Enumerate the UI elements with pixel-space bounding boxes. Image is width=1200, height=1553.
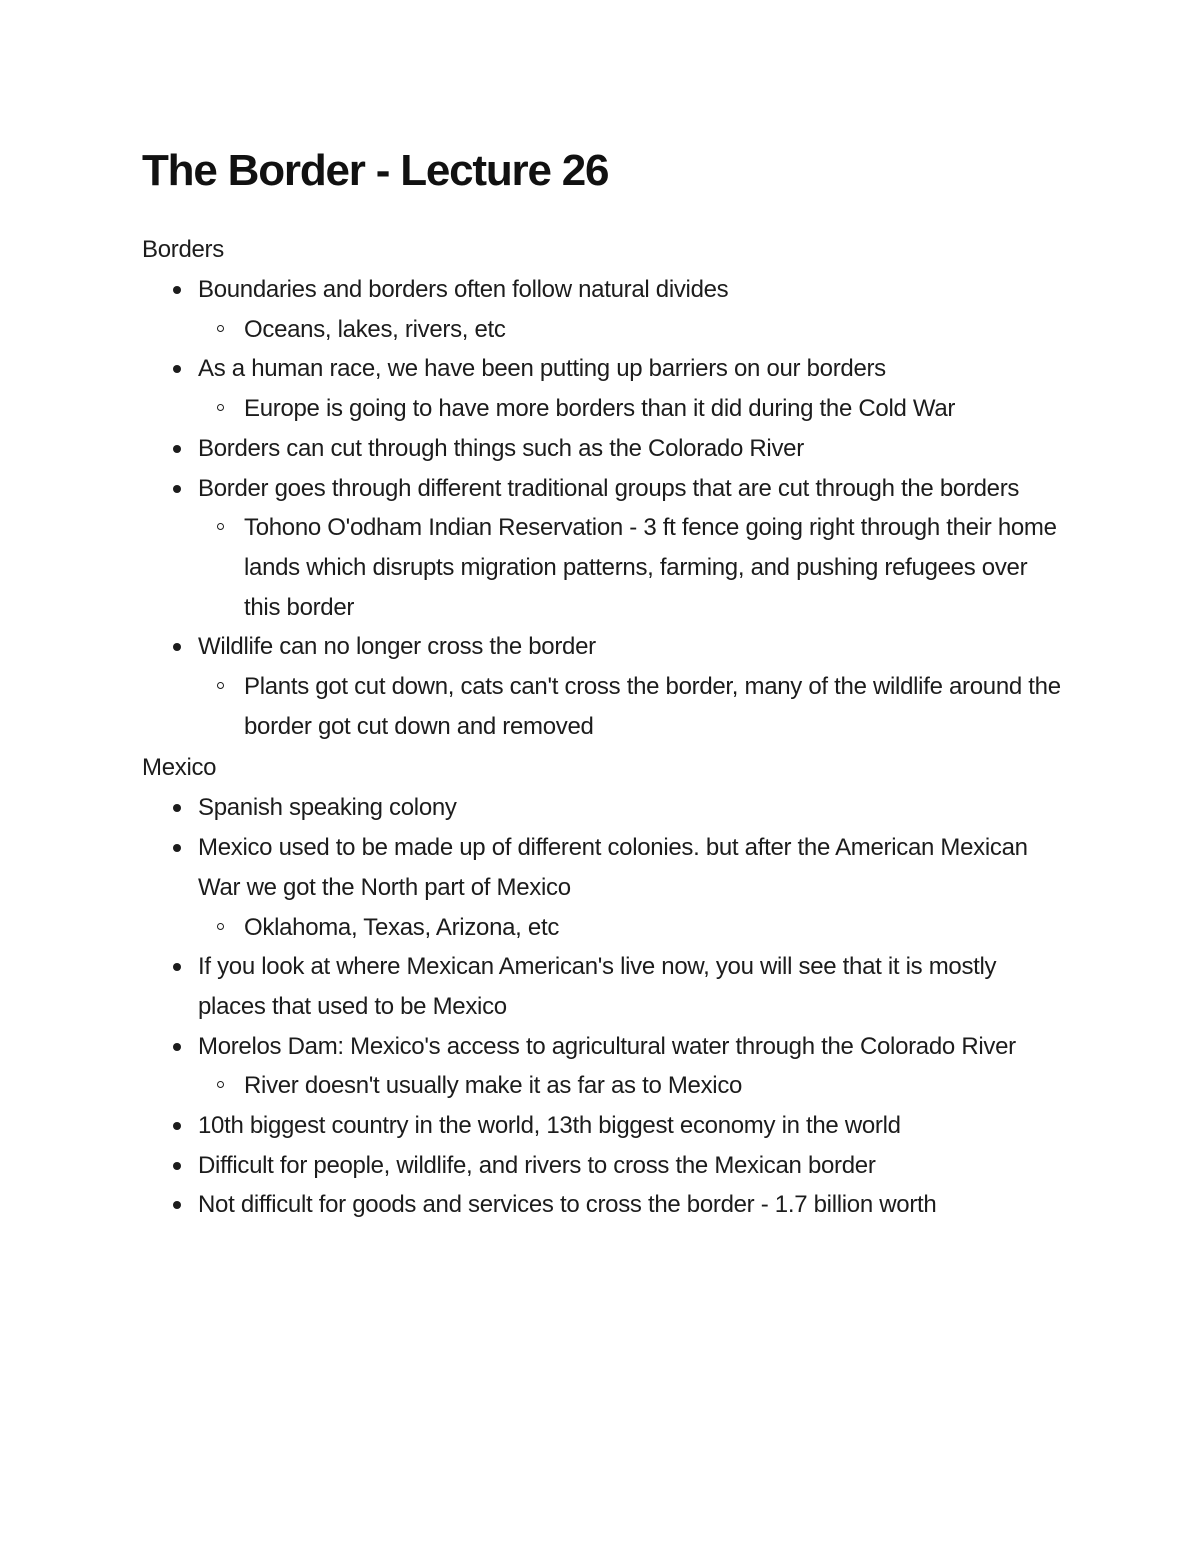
hollow-bullet-icon [217, 923, 224, 930]
list-item-text: 10th biggest country in the world, 13th biggest economy in the world [198, 1112, 901, 1140]
sub-list [198, 667, 1062, 746]
list-item-text: If you look at where Mexican American's live now, you will see that it is mostly places that used to be Mexico [198, 953, 997, 1020]
list-item [142, 1106, 1062, 1146]
sub-list-item-text: Oklahoma, Texas, Arizona, etc [244, 913, 560, 941]
sub-list [198, 508, 1062, 627]
list-item-text: Borders can cut through things such as the Colorado River [198, 434, 804, 462]
list-item-text: Boundaries and borders often follow natural divides [198, 276, 729, 303]
section-heading-borders: Borders [142, 236, 224, 263]
list-item [142, 828, 1062, 947]
sub-list-item-text: Plants got cut down, cats can't cross the border, many of the wildlife around the border got cut down and removed [244, 673, 1061, 740]
hollow-bullet-icon [217, 682, 224, 689]
list-item [142, 627, 1062, 746]
list-item [142, 1146, 1062, 1186]
sub-list-item-text: Tohono O'odham Indian Reservation - 3 ft fence going right through their home lands which disrupts migration patterns, farming, and pushing refugees over this border [244, 514, 1057, 621]
list-item [142, 788, 1062, 828]
list-item [142, 429, 1062, 469]
list-item-text: Border goes through different traditional groups that are cut through the borders [198, 474, 1020, 502]
sub-list-item-text: River doesn't usually make it as far as to Mexico [244, 1072, 743, 1100]
sub-list-item-text: Europe is going to have more borders than it did during the Cold War [244, 395, 956, 423]
sub-list [198, 389, 1062, 429]
hollow-bullet-icon [217, 1081, 224, 1088]
bullet-icon [173, 1201, 181, 1209]
bullet-icon [173, 804, 181, 812]
bullet-icon [173, 1043, 181, 1051]
bullet-icon [173, 286, 181, 294]
document-page [142, 138, 1062, 1225]
sub-list [198, 908, 1062, 948]
bullet-icon [173, 1122, 181, 1130]
page-title: The Border - Lecture 26 [142, 146, 609, 195]
list-item [142, 349, 1062, 428]
list-item [142, 1027, 1062, 1106]
mexico-list [142, 788, 1062, 1225]
sub-list [198, 310, 1062, 350]
list-item-text: Wildlife can no longer cross the border [198, 633, 596, 661]
bullet-icon [173, 445, 181, 453]
sub-list-item-text: Oceans, lakes, rivers, etc [244, 315, 506, 343]
list-item [142, 469, 1062, 628]
sub-list-item [198, 667, 1062, 746]
list-item [142, 270, 1062, 349]
list-item-text: Spanish speaking colony [198, 794, 457, 822]
hollow-bullet-icon [217, 404, 224, 411]
bullet-icon [173, 485, 181, 493]
list-item-text: Not difficult for goods and services to cross the border - 1.7 billion worth [198, 1191, 937, 1219]
sub-list-item [198, 508, 1062, 627]
borders-list [142, 270, 1062, 746]
sub-list-item [198, 310, 1062, 350]
hollow-bullet-icon [217, 325, 224, 332]
sub-list [198, 1066, 1062, 1106]
bullet-icon [173, 643, 181, 651]
list-item-text: Morelos Dam: Mexico's access to agricultural water through the Colorado River [198, 1032, 1016, 1060]
section-heading-mexico: Mexico [142, 754, 217, 782]
list-item-text: Difficult for people, wildlife, and rivers to cross the Mexican border [198, 1151, 876, 1179]
hollow-bullet-icon [217, 523, 224, 530]
bullet-icon [173, 844, 181, 852]
list-item-text: As a human race, we have been putting up barriers on our borders [198, 355, 886, 383]
list-item [142, 1185, 1062, 1225]
list-item [142, 947, 1062, 1026]
list-item-text: Mexico used to be made up of different colonies. but after the American Mexican War we got the North part of Mexico [198, 834, 1028, 901]
bullet-icon [173, 963, 181, 971]
sub-list-item [198, 1066, 1062, 1106]
sub-list-item [198, 389, 1062, 429]
bullet-icon [173, 365, 181, 373]
bullet-icon [173, 1162, 181, 1170]
sub-list-item [198, 908, 1062, 948]
